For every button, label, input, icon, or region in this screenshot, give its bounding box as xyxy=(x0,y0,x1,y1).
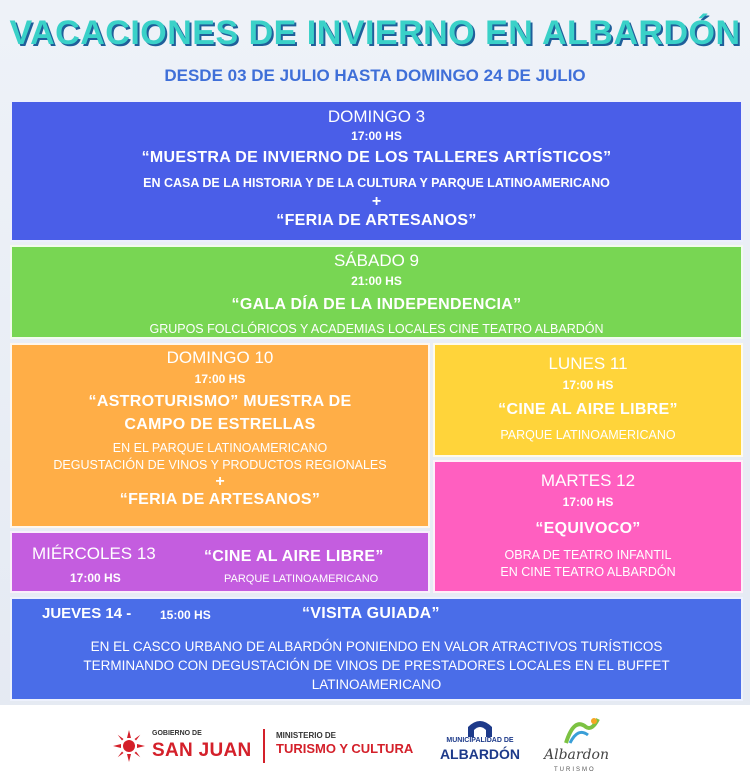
event-title-line2: CAMPO DE ESTRELLAS xyxy=(124,416,316,433)
event-domingo-10 xyxy=(10,343,430,528)
event-place-line3: LATINOAMERICANO xyxy=(311,677,442,692)
event-domingo-3 xyxy=(10,100,743,242)
event-martes-12 xyxy=(433,460,743,593)
date-range: DESDE 03 DE JULIO HASTA DOMINGO 24 DE JULIO xyxy=(164,66,586,85)
san-juan-small-text: GOBIERNO DE xyxy=(152,730,202,737)
event-time: 21:00 HS xyxy=(351,274,402,288)
event-title: “GALA DÍA DE LA INDEPENDENCIA” xyxy=(231,296,522,313)
plus-sign: + xyxy=(215,473,225,490)
logo-divider xyxy=(263,729,265,763)
event-place-line1: EN EL PARQUE LATINOAMERICANO xyxy=(112,441,328,455)
event-title: “MUESTRA DE INVIERNO DE LOS TALLERES ARTÍSTICOS” xyxy=(141,149,612,166)
event-day: SÁBADO 9 xyxy=(333,251,420,270)
event-place: PARQUE LATINOAMERICANO xyxy=(224,573,379,585)
event-miercoles-13 xyxy=(10,531,430,593)
event-place: EN CASA DE LA HISTORIA Y DE LA CULTURA Y PARQUE LATINOAMERICANO xyxy=(143,176,610,190)
albardon-turismo-name: Albardon xyxy=(544,747,609,763)
event-place: PARQUE LATINOAMERICANO xyxy=(500,428,676,442)
event-title: “CINE AL AIRE LIBRE” xyxy=(498,401,678,418)
san-juan-text: SAN JUAN xyxy=(152,740,252,761)
page-title: VACACIONES DE INVIERNO EN ALBARDÓN xyxy=(9,14,741,52)
event-place-line1: EN EL CASCO URBANO DE ALBARDÓN PONIENDO EN VALOR ATRACTIVOS TURÍSTICOS xyxy=(90,639,663,654)
event-place-line1: OBRA DE TEATRO INFANTIL xyxy=(504,548,672,562)
event-title-2: “FERIA DE ARTESANOS” xyxy=(119,491,321,508)
event-day: DOMINGO 10 xyxy=(166,348,274,367)
event-time: 17:00 HS xyxy=(562,495,614,509)
albardon-turismo-logo xyxy=(540,711,620,779)
event-place-line2: DEGUSTACIÓN DE VINOS Y PRODUCTOS REGIONALES xyxy=(53,458,387,472)
turismo-label: TURISMO xyxy=(554,767,596,773)
event-title: “EQUIVOCO” xyxy=(535,520,641,537)
event-day: MIÉRCOLES 13 xyxy=(32,544,156,563)
event-place-line2: TERMINANDO CON DEGUSTACIÓN DE VINOS DE PRESTADORES LOCALES EN EL BUFFET xyxy=(83,658,670,673)
event-day: MARTES 12 xyxy=(540,471,636,490)
event-sabado-9 xyxy=(10,245,743,339)
event-time: 17:00 HS xyxy=(70,571,121,585)
footer-logos xyxy=(0,705,750,780)
sun-icon xyxy=(112,729,146,763)
event-day: DOMINGO 3 xyxy=(327,107,426,126)
ministerio-small-text: MINISTERIO DE xyxy=(276,731,337,740)
mountain-icon xyxy=(564,713,600,745)
event-title-2: “FERIA DE ARTESANOS” xyxy=(276,212,477,229)
ministerio-text: TURISMO Y CULTURA xyxy=(276,741,414,756)
event-day: LUNES 11 xyxy=(548,354,628,373)
event-jueves-14 xyxy=(10,597,743,701)
event-time: 15:00 HS xyxy=(160,608,211,622)
event-title-line1: “ASTROTURISMO” MUESTRA DE xyxy=(88,393,352,410)
event-time: 17:00 HS xyxy=(194,372,246,386)
municipalidad-small-text: MUNICIPALIDAD DE xyxy=(446,737,514,744)
plus-sign: + xyxy=(371,193,382,210)
event-time: 17:00 HS xyxy=(562,378,614,392)
san-juan-logo xyxy=(112,727,252,765)
event-day: JUEVES 14 - xyxy=(42,605,132,622)
event-title: “VISITA GUIADA” xyxy=(302,605,440,622)
arch-icon xyxy=(466,719,494,737)
municipalidad-text: ALBARDÓN xyxy=(439,746,521,762)
event-lunes-11 xyxy=(433,343,743,457)
event-time: 17:00 HS xyxy=(351,129,402,143)
event-title: “CINE AL AIRE LIBRE” xyxy=(204,548,384,565)
event-place-line2: EN CINE TEATRO ALBARDÓN xyxy=(500,565,676,579)
event-place: GRUPOS FOLCLÓRICOS Y ACADEMIAS LOCALES CINE TEATRO ALBARDÓN xyxy=(149,322,604,336)
municipalidad-logo xyxy=(432,719,528,769)
